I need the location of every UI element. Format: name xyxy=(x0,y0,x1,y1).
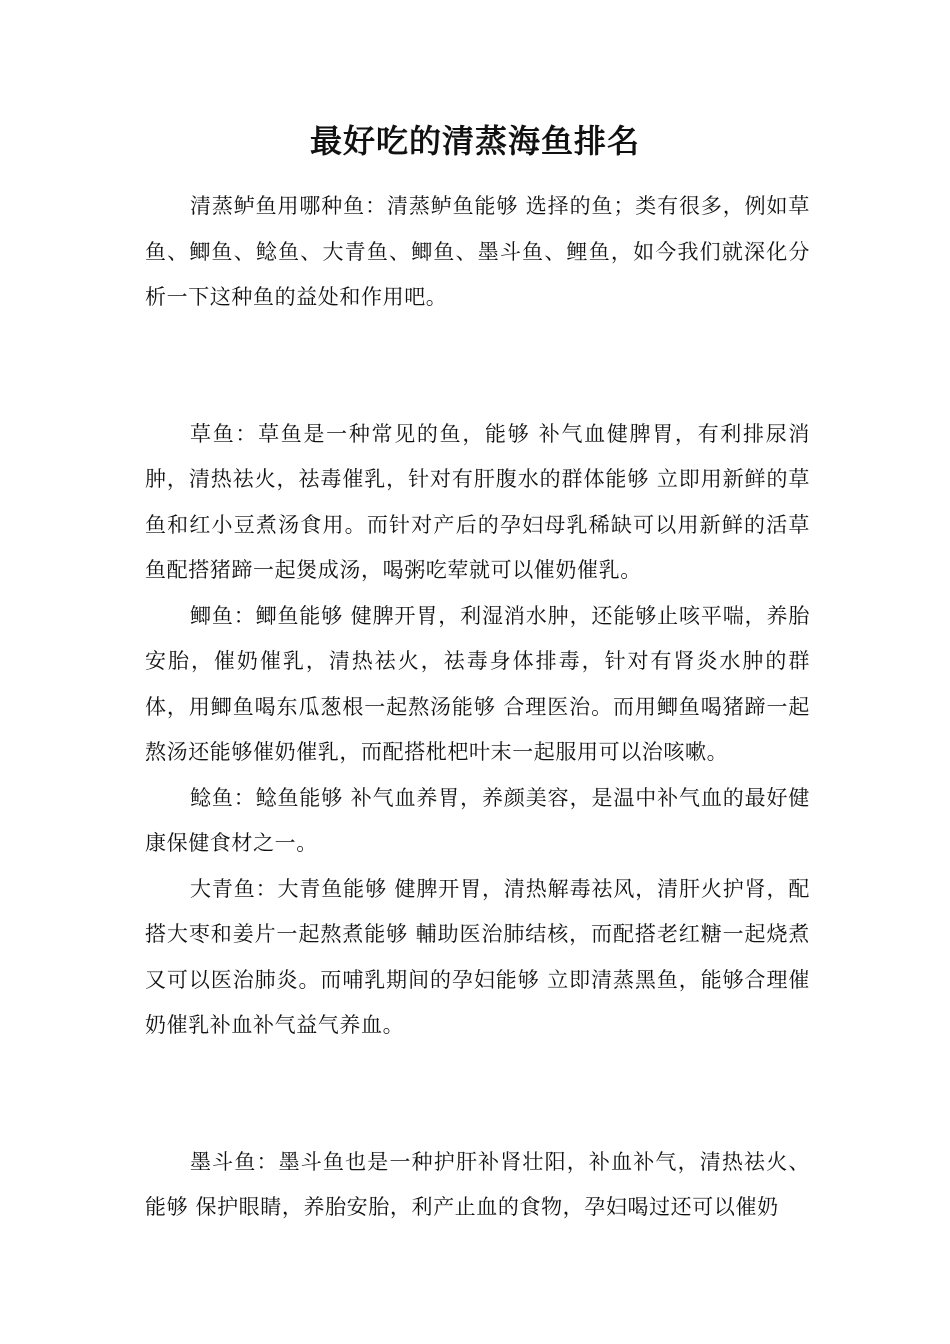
paragraph-intro: 清蒸鲈鱼用哪种鱼：清蒸鲈鱼能够 选择的鱼；类有很多，例如草鱼、鲫鱼、鲶鱼、大青鱼、鲫鱼、墨斗鱼、鲤鱼，如今我们就深化分析一下这种鱼的益处和作用吧。 xyxy=(145,194,810,309)
paragraph-spacer xyxy=(145,1049,810,1140)
paragraph-catfish: 鲶鱼：鲶鱼能够 补气血养胃，养颜美容，是温中补气血的最好健康保健食材之一。 xyxy=(145,785,810,855)
document-body xyxy=(145,184,810,1231)
paragraph-crucian-carp: 鲫鱼：鲫鱼能够 健脾开胃，利湿消水肿，还能够止咳平喘，养胎安胎，催奶催乳，清热祛火，祛毒身体排毒，针对有肾炎水肿的群体，用鲫鱼喝东瓜葱根一起熬汤能够 合理医治。而用鲫鱼喝猪蹄一起熬汤还能够催奶催乳，而配搭枇杷叶末一起服用可以治咳嗽。 xyxy=(145,603,810,764)
paragraph-black-carp: 大青鱼：大青鱼能够 健脾开胃，清热解毒祛风，清肝火护肾，配搭大枣和姜片一起熬煮能够 輔助医治肺结核，而配搭老红糖一起烧煮又可以医治肺炎。而哺乳期间的孕妇能够 立即清蒸黑鱼，能够合理催奶催乳补血补气益气养血。 xyxy=(145,876,810,1037)
paragraph-cuttlefish: 墨斗鱼：墨斗鱼也是一种护肝补肾壮阳，补血补气，清热祛火、能够 保护眼睛，养胎安胎，利产止血的食物，孕妇喝过还可以催奶 xyxy=(145,1149,810,1219)
paragraph-grass-carp: 草鱼：草鱼是一种常见的鱼，能够 补气血健脾胃，有利排尿消肿，清热祛火，祛毒催乳，针对有肝腹水的群体能够 立即用新鲜的草鱼和红小豆煮汤食用。而针对产后的孕妇母乳稀缺可以用新鲜的活草鱼配搭猪蹄一起煲成汤，喝粥吃荤就可以催奶催乳。 xyxy=(145,421,810,582)
document-title: 最好吃的清蒸海鱼排名 xyxy=(309,122,640,160)
paragraph-spacer xyxy=(145,321,810,412)
